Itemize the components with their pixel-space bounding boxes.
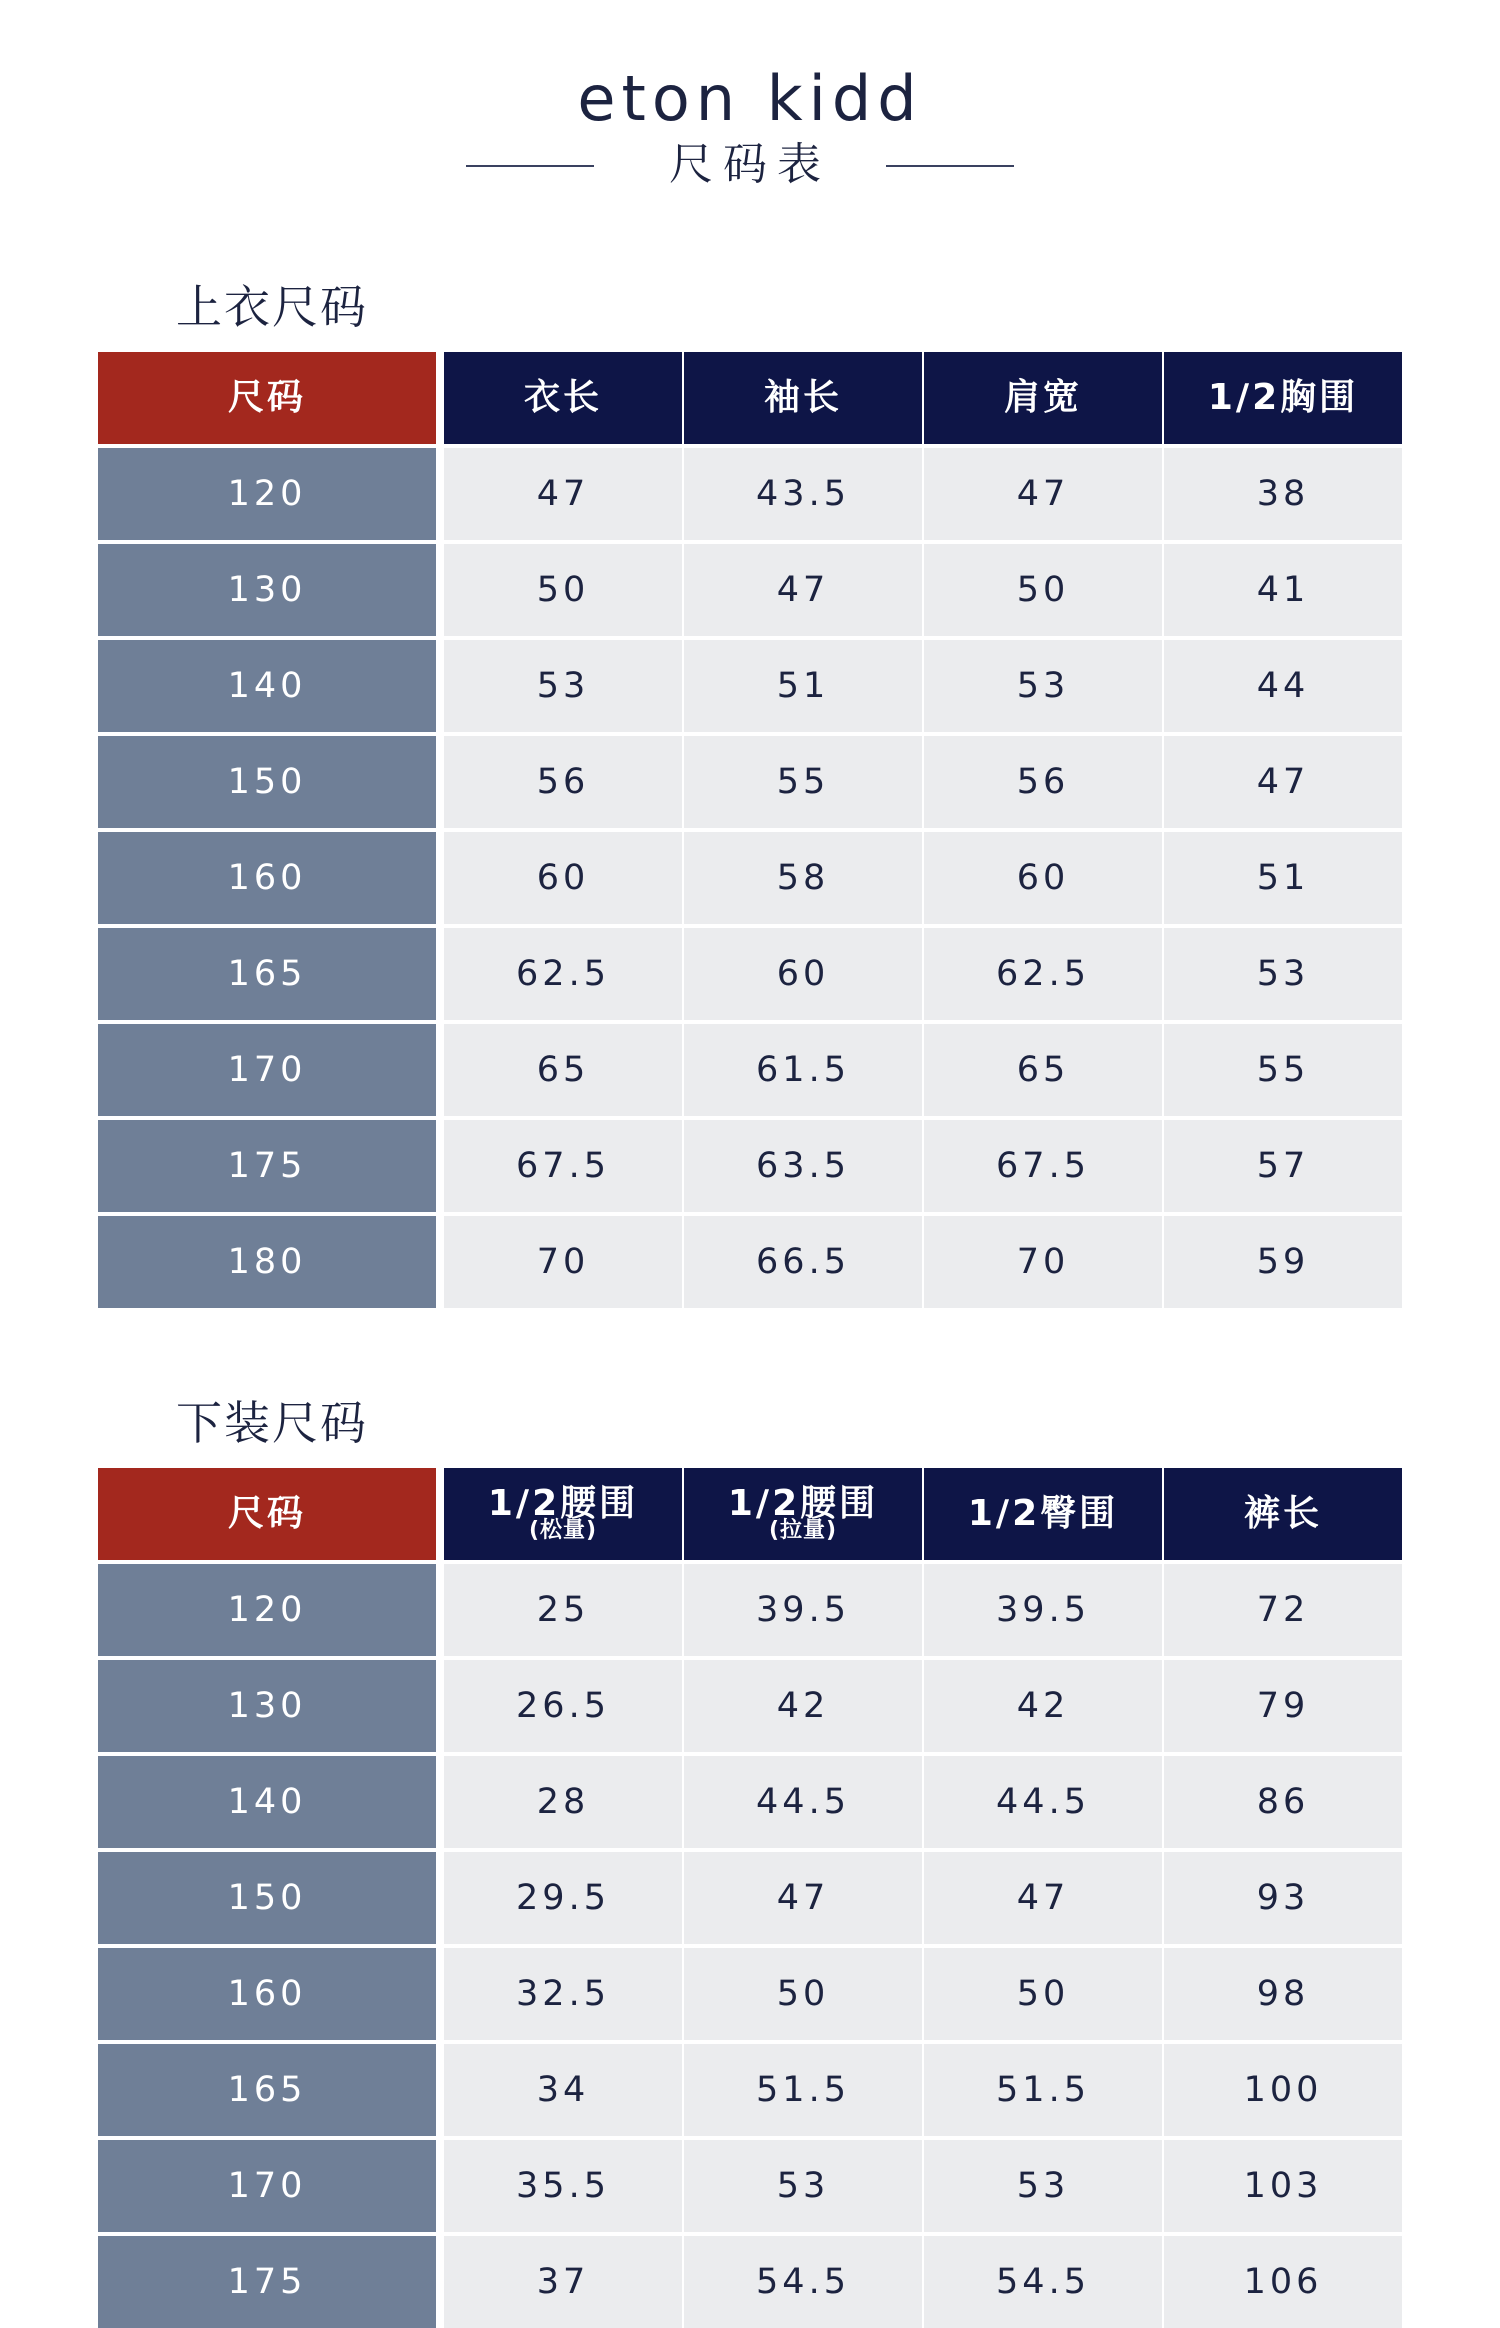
value-cell: 55 xyxy=(684,736,922,828)
value-cell: 103 xyxy=(1164,2140,1402,2232)
column-header: 衣长 xyxy=(444,352,682,444)
value-cell: 58 xyxy=(684,832,922,924)
value-cell: 86 xyxy=(1164,1756,1402,1848)
column-header-label: 尺码 xyxy=(227,1493,306,1534)
column-header xyxy=(444,1468,682,1560)
value-cell: 65 xyxy=(924,1024,1162,1116)
value-cell: 67.5 xyxy=(444,1120,682,1212)
value-cell: 47 xyxy=(444,448,682,540)
value-cell: 26.5 xyxy=(444,1660,682,1752)
value-cell: 51.5 xyxy=(684,2044,922,2136)
value-cell: 106 xyxy=(1164,2236,1402,2328)
value-cell: 44.5 xyxy=(684,1756,922,1848)
value-cell: 100 xyxy=(1164,2044,1402,2136)
value-cell: 28 xyxy=(444,1756,682,1848)
size-cell: 120 xyxy=(98,1564,436,1656)
value-cell: 53 xyxy=(444,640,682,732)
value-cell: 51 xyxy=(1164,832,1402,924)
value-cell: 50 xyxy=(444,544,682,636)
value-cell: 42 xyxy=(684,1660,922,1752)
page-header xyxy=(0,0,1500,200)
column-header xyxy=(684,1468,922,1560)
size-cell: 150 xyxy=(98,1852,436,1944)
tops-section-title: 上衣尺码 xyxy=(176,280,368,334)
column-header-note: (松量) xyxy=(528,1518,598,1543)
column-header-label: 1/2腰围 xyxy=(727,1483,879,1524)
column-header-note: (拉量) xyxy=(768,1518,838,1543)
value-cell: 47 xyxy=(1164,736,1402,828)
size-cell: 170 xyxy=(98,1024,436,1116)
value-cell: 62.5 xyxy=(924,928,1162,1020)
value-cell: 41 xyxy=(1164,544,1402,636)
bottoms-section-title: 下装尺码 xyxy=(176,1396,368,1450)
value-cell: 59 xyxy=(1164,1216,1402,1308)
size-cell: 160 xyxy=(98,832,436,924)
column-header: 尺码 xyxy=(98,352,436,444)
size-cell: 165 xyxy=(98,2044,436,2136)
value-cell: 47 xyxy=(924,1852,1162,1944)
value-cell: 50 xyxy=(924,544,1162,636)
size-cell: 140 xyxy=(98,640,436,732)
value-cell: 44.5 xyxy=(924,1756,1162,1848)
value-cell: 29.5 xyxy=(444,1852,682,1944)
value-cell: 93 xyxy=(1164,1852,1402,1944)
size-cell: 150 xyxy=(98,736,436,828)
value-cell: 25 xyxy=(444,1564,682,1656)
value-cell: 32.5 xyxy=(444,1948,682,2040)
bottoms-size-table xyxy=(98,1468,1402,2328)
value-cell: 98 xyxy=(1164,1948,1402,2040)
value-cell: 53 xyxy=(924,640,1162,732)
value-cell: 53 xyxy=(924,2140,1162,2232)
value-cell: 35.5 xyxy=(444,2140,682,2232)
value-cell: 79 xyxy=(1164,1660,1402,1752)
value-cell: 65 xyxy=(444,1024,682,1116)
value-cell: 60 xyxy=(444,832,682,924)
column-header: 袖长 xyxy=(684,352,922,444)
value-cell: 60 xyxy=(684,928,922,1020)
value-cell: 60 xyxy=(924,832,1162,924)
value-cell: 66.5 xyxy=(684,1216,922,1308)
value-cell: 50 xyxy=(684,1948,922,2040)
value-cell: 39.5 xyxy=(684,1564,922,1656)
value-cell: 34 xyxy=(444,2044,682,2136)
value-cell: 39.5 xyxy=(924,1564,1162,1656)
value-cell: 47 xyxy=(924,448,1162,540)
subtitle-divider-right xyxy=(886,165,1014,167)
page-subtitle: 尺码表 xyxy=(669,139,831,190)
size-cell: 175 xyxy=(98,1120,436,1212)
value-cell: 56 xyxy=(924,736,1162,828)
column-header xyxy=(98,1468,436,1560)
value-cell: 70 xyxy=(444,1216,682,1308)
value-cell: 43.5 xyxy=(684,448,922,540)
value-cell: 44 xyxy=(1164,640,1402,732)
value-cell: 55 xyxy=(1164,1024,1402,1116)
tops-size-table xyxy=(98,352,1402,1308)
value-cell: 70 xyxy=(924,1216,1162,1308)
value-cell: 72 xyxy=(1164,1564,1402,1656)
value-cell: 38 xyxy=(1164,448,1402,540)
value-cell: 67.5 xyxy=(924,1120,1162,1212)
column-header-label: 1/2臀围 xyxy=(967,1493,1119,1534)
size-cell: 165 xyxy=(98,928,436,1020)
column-header: 肩宽 xyxy=(924,352,1162,444)
value-cell: 54.5 xyxy=(924,2236,1162,2328)
value-cell: 47 xyxy=(684,1852,922,1944)
size-cell: 130 xyxy=(98,544,436,636)
size-cell: 140 xyxy=(98,1756,436,1848)
value-cell: 37 xyxy=(444,2236,682,2328)
value-cell: 56 xyxy=(444,736,682,828)
size-cell: 175 xyxy=(98,2236,436,2328)
value-cell: 63.5 xyxy=(684,1120,922,1212)
value-cell: 61.5 xyxy=(684,1024,922,1116)
value-cell: 51 xyxy=(684,640,922,732)
size-cell: 160 xyxy=(98,1948,436,2040)
size-cell: 120 xyxy=(98,448,436,540)
value-cell: 53 xyxy=(1164,928,1402,1020)
value-cell: 42 xyxy=(924,1660,1162,1752)
size-cell: 180 xyxy=(98,1216,436,1308)
value-cell: 47 xyxy=(684,544,922,636)
value-cell: 57 xyxy=(1164,1120,1402,1212)
size-cell: 130 xyxy=(98,1660,436,1752)
column-header: 1/2胸围 xyxy=(1164,352,1402,444)
value-cell: 62.5 xyxy=(444,928,682,1020)
value-cell: 53 xyxy=(684,2140,922,2232)
column-header-label: 裤长 xyxy=(1243,1493,1322,1534)
value-cell: 50 xyxy=(924,1948,1162,2040)
subtitle-row xyxy=(0,135,1500,195)
value-cell: 51.5 xyxy=(924,2044,1162,2136)
column-header xyxy=(924,1468,1162,1560)
column-header-label: 1/2腰围 xyxy=(487,1483,639,1524)
column-header xyxy=(1164,1468,1402,1560)
value-cell: 54.5 xyxy=(684,2236,922,2328)
size-cell: 170 xyxy=(98,2140,436,2232)
brand-logo: eton kidd xyxy=(577,62,923,135)
